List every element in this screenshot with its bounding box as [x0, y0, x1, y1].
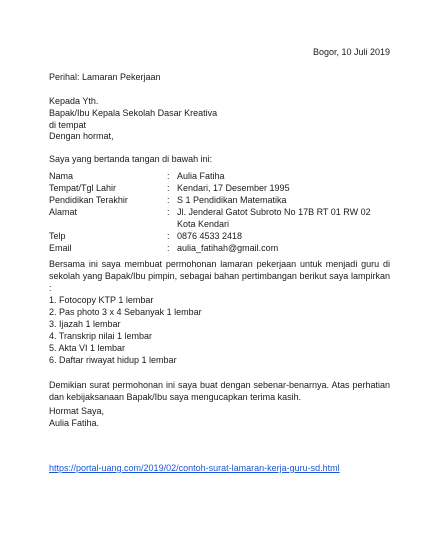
identity-separator: : [167, 171, 170, 181]
identity-separator: : [167, 183, 170, 193]
identity-label: Alamat [49, 207, 78, 217]
identity-value: S 1 Pendidikan Matematika [177, 195, 287, 205]
signoff [49, 405, 390, 429]
list-item: 5. Akta VI 1 lembar [49, 343, 126, 353]
body-paragraph: Bersama ini saya membuat permohonan lamaran pekerjaan untuk menjadi guru di sekolah yang Bapak/Ibu pimpin, sebagai bahan pertimbangan berikut saya lampirkan : [49, 259, 390, 293]
recipient-address [49, 95, 390, 131]
identity-label: Email [49, 243, 72, 253]
signer-name: Aulia Fatiha. [49, 418, 100, 428]
identity-separator: : [167, 243, 170, 253]
greeting: Dengan hormat, [49, 131, 114, 141]
identity-separator: : [167, 195, 170, 205]
source-link[interactable]: https://portal-uang.com/2019/02/contoh-surat-lamaran-kerja-guru-sd.html [49, 463, 340, 473]
identity-row [49, 206, 390, 230]
identity-label: Telp [49, 231, 66, 241]
identity-row [49, 182, 390, 194]
identity-value: aulia_fatihah@gmail.com [177, 243, 279, 253]
place-date: Bogor, 10 Juli 2019 [312, 47, 390, 57]
list-item: 2. Pas photo 3 x 4 Sebanyak 1 lembar [49, 307, 202, 317]
identity-table [49, 170, 390, 254]
identity-value: Jl. Jenderal Gatot Subroto No 17B RT 01 RW 02 Kota Kendari [177, 207, 371, 229]
identity-label: Nama [49, 171, 74, 181]
intro-sentence: Saya yang bertanda tangan di bawah ini: [49, 154, 213, 164]
recipient-line: di tempat [49, 120, 87, 130]
attachment-list [49, 294, 390, 366]
closing-paragraph: Demikian surat permohonan ini saya buat dengan sebenar-benarnya. Atas perhatian dan kebijaksanaan Bapak/Ibu saya mengucapkan terima kasih. [49, 380, 390, 402]
identity-label: Pendidikan Terakhir [49, 195, 128, 205]
signoff-line: Hormat Saya, [49, 406, 105, 416]
identity-row [49, 194, 390, 206]
list-item: 4. Transkrip nilai 1 lembar [49, 331, 153, 341]
identity-separator: : [167, 231, 170, 241]
identity-row [49, 242, 390, 254]
identity-label: Tempat/Tgl Lahir [49, 183, 117, 193]
list-item: 6. Daftar riwayat hidup 1 lembar [49, 355, 177, 365]
recipient-line: Kepada Yth. [49, 96, 99, 106]
identity-row [49, 170, 390, 182]
identity-value: Aulia Fatiha [177, 171, 225, 181]
list-item: 3. Ijazah 1 lembar [49, 319, 121, 329]
list-item: 1. Fotocopy KTP 1 lembar [49, 295, 154, 305]
identity-row [49, 230, 390, 242]
recipient-line: Bapak/Ibu Kepala Sekolah Dasar Kreativa [49, 108, 218, 118]
subject-line: Perihal: Lamaran Pekerjaan [49, 72, 161, 82]
identity-separator: : [167, 207, 170, 217]
identity-value: Kendari, 17 Desember 1995 [177, 183, 290, 193]
identity-value: 0876 4533 2418 [177, 231, 243, 241]
